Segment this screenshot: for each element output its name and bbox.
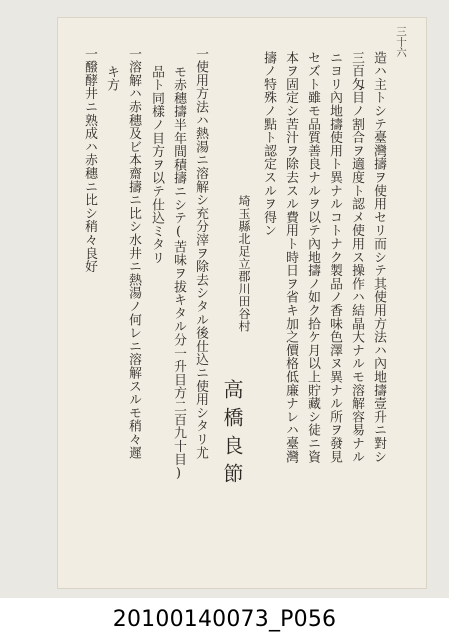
author-name: 高橋良節 (220, 379, 244, 491)
document-page (57, 17, 427, 589)
author-location: 埼玉縣北足立郡川田谷村 (237, 195, 251, 333)
image-caption: 20100140073_P056 (0, 600, 449, 640)
text-column: 造ハ主トシテ臺灣擣ヲ使用セリ而シテ其使用方法ハ內地擣壹升ニ對シ (371, 51, 386, 464)
list-item: 品ト同樣ノ目方ヲ以テ仕込ミタリ (149, 65, 164, 265)
page-number: 三十六 (395, 26, 407, 58)
list-item: 一溶解ハ赤穗及ビ本齋擣ニ比シ水井ニ熱湯ノ何レニ溶解スルモ稍々遲 (126, 47, 141, 460)
list-item: キ方 (104, 65, 119, 92)
text-column: 擣ノ特殊ノ點ト認定スルヲ得ン (261, 51, 276, 238)
text-column: ニヨリ內地擣使用ト異ナルコトナク製品ノ香味色澤ヌ異ナル所ヲ發見 (327, 51, 342, 464)
list-item: 一使用方法ハ熱湯ニ溶解シ充分滓ヲ除去シタル後仕込ニ使用シタリ尤 (193, 47, 208, 460)
list-item: 一醱酵井ニ熟成ハ赤穗ニ比シ稍々良好 (82, 47, 97, 274)
list-item: モ赤穗擣半年間積擣ニシテ(苦味ヲ拔キタル分一升目方二百九十目) (171, 65, 186, 482)
text-column: 本ヲ固定シ苦汁ヲ除去スル費用ト時日ヲ省キ加之價格低廉ナレハ臺灣 (283, 51, 298, 464)
text-column: 三百匁目ノ割合ヲ適度ト認メ使用ス操作ハ結晶大ナルモ溶解容易ナル (349, 51, 364, 464)
text-column: セズト雖モ品質善良ナルヲ以テ內地擣ノ如ク拾ケ月以上貯藏シ徒ニ資 (305, 51, 320, 464)
